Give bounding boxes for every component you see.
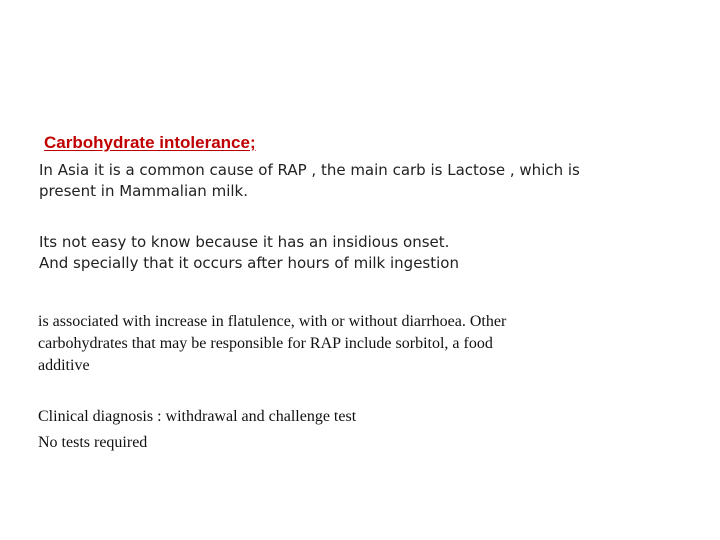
paragraph-diagnosis xyxy=(38,404,356,456)
paragraph-line: Clinical diagnosis : withdrawal and challenge test xyxy=(38,408,357,425)
paragraph-onset xyxy=(39,232,459,274)
paragraph-line: present in Mammalian milk. xyxy=(39,182,248,200)
paragraph-line: And specially that it occurs after hours of milk ingestion xyxy=(39,254,459,272)
paragraph-line: No tests required xyxy=(38,434,148,451)
paragraph-lactose xyxy=(39,160,580,202)
paragraph-line: carbohydrates that may be responsible for RAP include sorbitol, a food xyxy=(38,335,493,352)
paragraph-line: additive xyxy=(38,357,90,374)
paragraph-line: is associated with increase in flatulence, with or without diarrhoea. Other xyxy=(38,313,507,330)
slide-heading: Carbohydrate intolerance; xyxy=(44,133,256,152)
paragraph-line: Its not easy to know because it has an insidious onset. xyxy=(39,233,450,251)
paragraph-line: In Asia it is a common cause of RAP , the main carb is Lactose , which is xyxy=(39,161,580,179)
paragraph-flatulence xyxy=(38,311,506,377)
